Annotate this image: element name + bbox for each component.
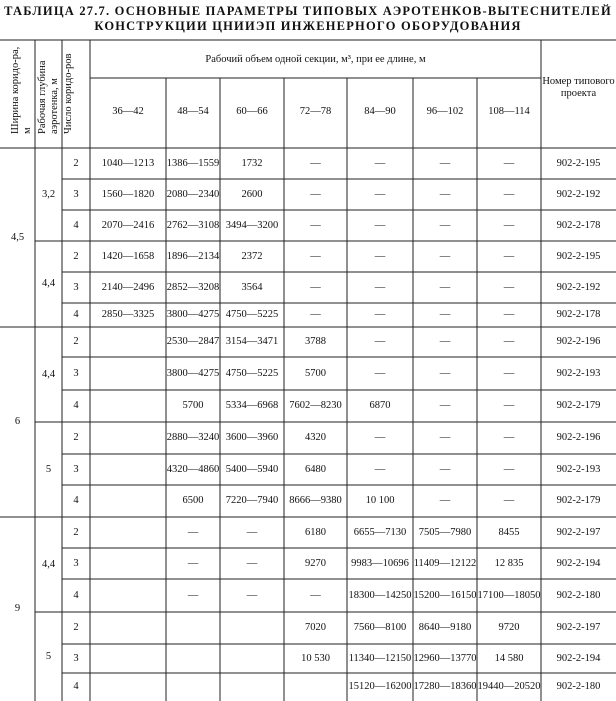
volume-cell: — xyxy=(310,309,321,320)
corridor-count-cell: 4 xyxy=(73,219,79,231)
volume-cell: — xyxy=(439,250,451,262)
project-number-cell: 902-2-178 xyxy=(556,309,601,320)
volume-cell: 8640—9180 xyxy=(418,622,472,633)
volume-cell: 10 530 xyxy=(301,652,330,664)
volume-cell: 6480 xyxy=(305,463,326,475)
volume-cell: 12 835 xyxy=(494,557,524,569)
volume-cell: 3600—3960 xyxy=(225,432,279,443)
header-project-number: Номер типового проекта xyxy=(542,76,615,99)
volume-cell: — xyxy=(310,157,321,169)
project-number-cell: 902-2-195 xyxy=(556,157,601,169)
volume-cell: — xyxy=(374,188,386,200)
volume-cell: 17100—18050 xyxy=(477,589,541,601)
volume-cell: — xyxy=(310,281,321,293)
volume-cell: 7020 xyxy=(305,622,326,633)
corridor-count-cell: 2 xyxy=(73,622,79,633)
project-number-cell: 902-2-178 xyxy=(556,219,601,231)
volume-cell: — xyxy=(503,495,515,506)
corridor-count-cell: 4 xyxy=(73,589,79,601)
volume-cell: 5700 xyxy=(305,367,326,379)
corridor-count-cell: 4 xyxy=(73,309,79,320)
project-number-cell: 902-2-194 xyxy=(556,652,601,664)
volume-cell: 2372 xyxy=(241,250,263,262)
header-volume-group: Рабочий объем одной секции, м³, при ее длине, м xyxy=(205,54,426,65)
corridor-count-cell: 3 xyxy=(73,557,79,569)
volume-cell: 19440—20520 xyxy=(477,681,541,692)
volume-cell: — xyxy=(503,219,515,231)
volume-cell: — xyxy=(374,281,386,293)
volume-cell: 17280—18360 xyxy=(413,681,477,692)
volume-cell: 9983—10696 xyxy=(351,557,409,569)
volume-cell: — xyxy=(374,367,386,379)
volume-cell: — xyxy=(246,557,258,569)
volume-cell: — xyxy=(439,309,451,320)
tank-depth-value: 5 xyxy=(45,650,52,662)
volume-cell: 18300—14250 xyxy=(348,589,412,601)
volume-cell: 5700 xyxy=(182,400,204,411)
volume-cell: 2850—3325 xyxy=(101,309,155,320)
volume-cell: 7602—8230 xyxy=(289,400,342,411)
volume-cell: 3154—3471 xyxy=(225,336,279,347)
volume-cell: 4750—5225 xyxy=(225,309,279,320)
volume-cell: 9270 xyxy=(305,557,326,569)
header-length-7: 108—114 xyxy=(488,106,530,117)
volume-cell: 8455 xyxy=(498,526,520,538)
tank-depth-value: 5 xyxy=(45,463,52,475)
corridor-count-cell: 4 xyxy=(73,681,79,692)
project-number-cell: 902-2-179 xyxy=(556,495,601,506)
project-number-cell: 902-2-180 xyxy=(556,681,601,692)
tank-depth-value: 4,4 xyxy=(41,368,56,380)
corridor-count-cell: 3 xyxy=(73,652,79,664)
volume-cell: 1386—1559 xyxy=(166,157,220,169)
volume-cell: — xyxy=(439,281,451,293)
corridor-count-cell: 2 xyxy=(73,432,79,443)
project-number-cell: 902-2-180 xyxy=(556,589,601,601)
volume-cell: 2140—2496 xyxy=(101,281,155,293)
volume-cell: — xyxy=(503,157,515,169)
volume-cell: — xyxy=(187,526,199,538)
title-line-2: КОНСТРУКЦИИ ЦНИИЭП ИНЖЕНЕРНОГО ОБОРУДОВАНИЯ xyxy=(94,19,522,33)
corridor-count-cell: 3 xyxy=(73,463,79,475)
volume-cell: 9720 xyxy=(498,622,520,633)
volume-cell: 1896—2134 xyxy=(166,250,220,262)
header-length-5: 84—90 xyxy=(364,106,396,117)
volume-cell: — xyxy=(310,188,321,200)
volume-cell: 1420—1658 xyxy=(101,250,155,262)
volume-cell: 4320 xyxy=(305,432,326,443)
volume-cell: 2530—2847 xyxy=(166,336,220,347)
project-number-cell: 902-2-192 xyxy=(556,188,601,200)
volume-cell: — xyxy=(503,463,515,475)
volume-cell: 3800—4275 xyxy=(166,367,220,379)
volume-cell: 4750—5225 xyxy=(225,367,279,379)
header-length-3: 60—66 xyxy=(236,106,268,117)
volume-cell: 2762—3108 xyxy=(166,219,220,231)
corridor-count-cell: 4 xyxy=(73,400,79,411)
volume-cell: — xyxy=(310,589,321,601)
project-number-cell: 902-2-193 xyxy=(556,367,601,379)
volume-cell: 11409—12122 xyxy=(413,557,477,569)
volume-cell: 7505—7980 xyxy=(418,526,472,538)
corridor-count-cell: 3 xyxy=(73,281,79,293)
volume-cell: — xyxy=(439,188,451,200)
header-corridor-width: Ширина коридо-ра, м xyxy=(10,46,33,134)
volume-cell: 4320—4860 xyxy=(166,463,220,475)
corridor-count-cell: 2 xyxy=(73,157,79,169)
project-number-cell: 902-2-197 xyxy=(556,622,601,633)
volume-cell: 10 100 xyxy=(365,495,395,506)
volume-cell: — xyxy=(503,188,515,200)
volume-cell: 8666—9380 xyxy=(289,495,342,506)
volume-cell: 6870 xyxy=(369,400,391,411)
volume-cell: 1732 xyxy=(241,157,263,169)
volume-cell: — xyxy=(503,281,515,293)
volume-cell: 6180 xyxy=(305,526,326,538)
corridor-width-value: 6 xyxy=(14,416,21,427)
project-number-cell: 902-2-195 xyxy=(556,250,601,262)
volume-cell: — xyxy=(374,432,386,443)
header-tank-depth: Рабочая глубина аэротенка, м xyxy=(37,60,60,134)
title-line-1: ТАБЛИЦА 27.7. ОСНОВНЫЕ ПАРАМЕТРЫ ТИПОВЫХ АЭРОТЕНКОВ-ВЫТЕСНИТЕЛЕЙ xyxy=(4,4,612,18)
header-corridor-count: Число коридо-ров xyxy=(63,53,74,134)
volume-cell: 15200—16150 xyxy=(413,589,477,601)
volume-cell: — xyxy=(503,336,515,347)
volume-cell: — xyxy=(246,526,258,538)
corridor-count-cell: 2 xyxy=(73,526,79,538)
volume-cell: — xyxy=(374,463,386,475)
corridor-count-cell: 3 xyxy=(73,188,79,200)
volume-cell: 1560—1820 xyxy=(101,188,155,200)
volume-cell: 2080—2340 xyxy=(166,188,220,200)
header-length-1: 36—42 xyxy=(112,106,144,117)
volume-cell: — xyxy=(439,219,451,231)
corridor-count-cell: 2 xyxy=(73,250,79,262)
volume-cell: — xyxy=(503,367,515,379)
volume-cell: 2880—3240 xyxy=(166,432,220,443)
volume-cell: 3788 xyxy=(305,336,326,347)
volume-cell: — xyxy=(310,219,321,231)
project-number-cell: 902-2-193 xyxy=(556,463,601,475)
volume-cell: — xyxy=(374,250,386,262)
volume-cell: — xyxy=(439,336,451,347)
header-length-6: 96—102 xyxy=(426,106,464,117)
tank-depth-value: 4,4 xyxy=(41,558,56,570)
tank-depth-value: 3,2 xyxy=(41,188,56,200)
volume-cell: — xyxy=(503,400,515,411)
volume-cell: 5334—6968 xyxy=(225,400,279,411)
volume-cell: 3564 xyxy=(241,281,263,293)
volume-cell: 12960—13770 xyxy=(413,652,477,664)
volume-cell: — xyxy=(310,250,321,262)
volume-cell: — xyxy=(439,400,451,411)
project-number-cell: 902-2-179 xyxy=(556,400,601,411)
volume-cell: 1040—1213 xyxy=(101,157,155,169)
volume-cell: 6655—7130 xyxy=(353,526,407,538)
volume-cell: — xyxy=(439,367,451,379)
volume-cell: — xyxy=(503,309,515,320)
project-number-cell: 902-2-194 xyxy=(556,557,601,569)
project-number-cell: 902-2-197 xyxy=(556,526,601,538)
volume-cell: 5400—5940 xyxy=(225,463,279,475)
volume-cell: — xyxy=(374,219,386,231)
volume-cell: 3494—3200 xyxy=(225,219,279,231)
volume-cell: — xyxy=(503,432,515,443)
corridor-count-cell: 4 xyxy=(73,495,79,506)
corridor-width-value: 4,5 xyxy=(10,231,25,243)
volume-cell: — xyxy=(439,157,451,169)
volume-cell: — xyxy=(374,309,386,320)
volume-cell: — xyxy=(439,463,451,475)
volume-cell: — xyxy=(374,157,386,169)
volume-cell: 2600 xyxy=(241,188,263,200)
header-length-2: 48—54 xyxy=(177,106,209,117)
volume-cell: — xyxy=(187,589,199,601)
volume-cell: 15120—16200 xyxy=(348,681,412,692)
corridor-width-value: 9 xyxy=(14,603,21,614)
volume-cell: 2852—3208 xyxy=(166,281,220,293)
volume-cell: 7220—7940 xyxy=(225,495,279,506)
corridor-count-cell: 2 xyxy=(73,336,79,347)
corridor-count-cell: 3 xyxy=(73,367,79,379)
volume-cell: — xyxy=(503,250,515,262)
tank-depth-value: 4,4 xyxy=(41,278,56,289)
volume-cell: — xyxy=(187,557,199,569)
volume-cell: 6500 xyxy=(182,495,204,506)
volume-cell: 7560—8100 xyxy=(353,622,407,633)
volume-cell: 2070—2416 xyxy=(101,219,155,231)
volume-cell: 3800—4275 xyxy=(166,309,220,320)
volume-cell: — xyxy=(374,336,386,347)
volume-cell: 11340—12150 xyxy=(348,652,412,664)
volume-cell: — xyxy=(439,495,451,506)
project-number-cell: 902-2-196 xyxy=(556,336,601,347)
volume-cell: — xyxy=(246,589,258,601)
project-number-cell: 902-2-196 xyxy=(556,432,601,443)
project-number-cell: 902-2-192 xyxy=(556,281,601,293)
header-length-4: 72—78 xyxy=(299,106,332,117)
volume-cell: 14 580 xyxy=(494,652,524,664)
volume-cell: — xyxy=(439,432,451,443)
